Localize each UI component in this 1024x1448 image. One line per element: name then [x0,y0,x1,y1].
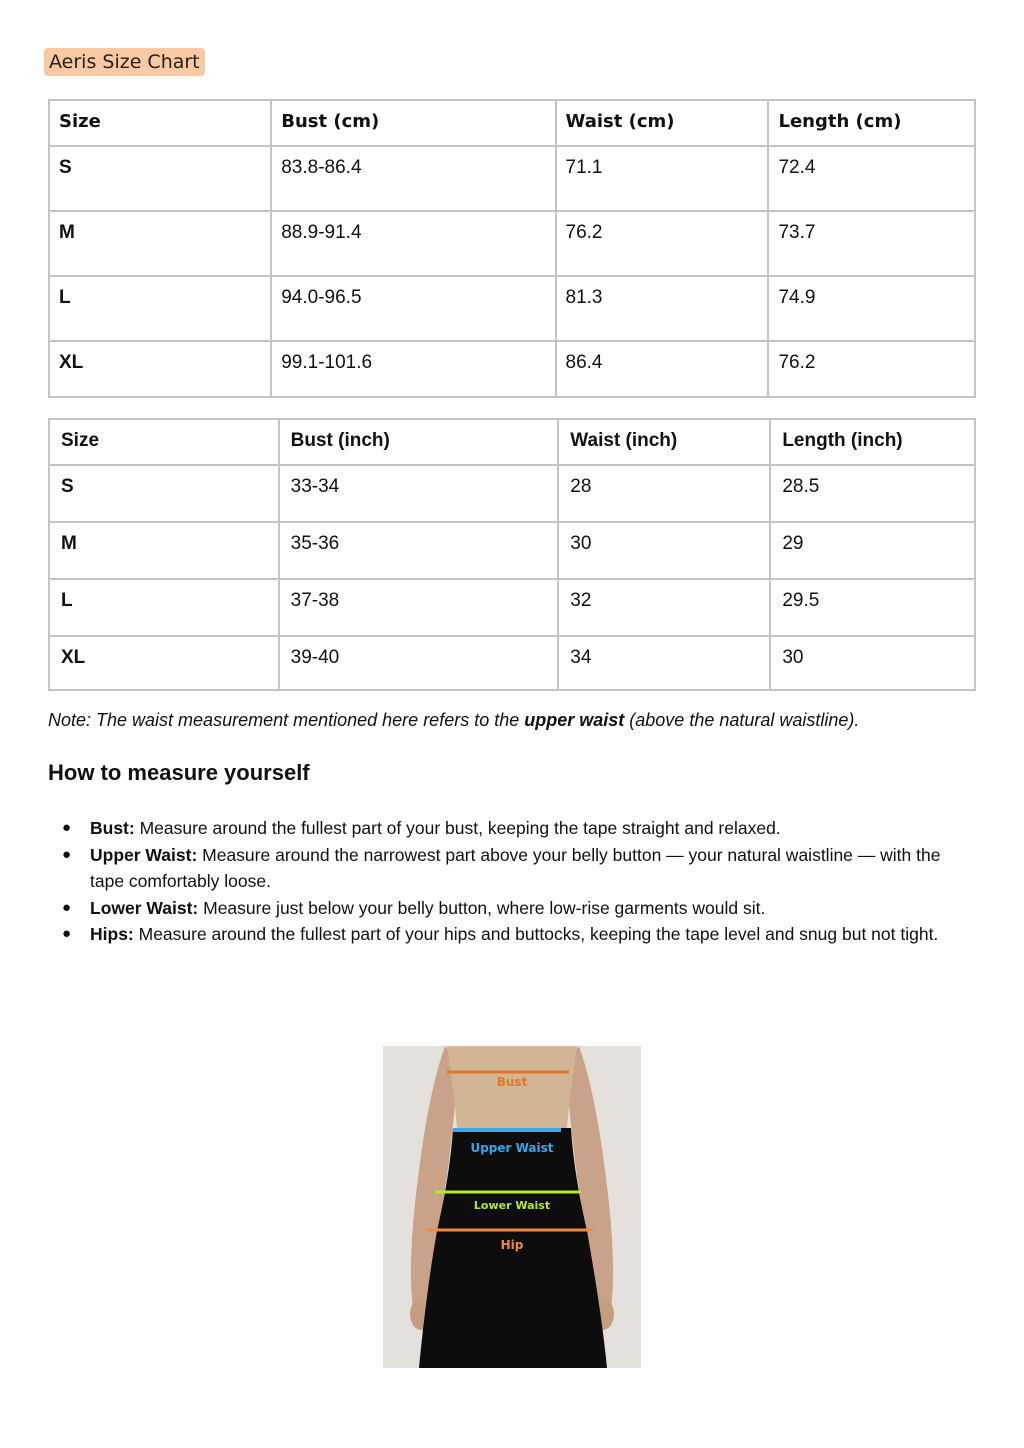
table-cell: 28.5 [770,465,975,522]
measure-term: Hips: [90,924,134,944]
lower-waist-label: Lower Waist [473,1199,551,1212]
table-cell: 35-36 [279,522,559,579]
table-row [49,276,975,341]
column-header: Length (cm) [768,100,975,146]
note-prefix: Note: The waist measurement mentioned here refers to the [48,710,525,730]
table-cell: 72.4 [768,146,975,211]
table-cell: 71.1 [556,146,769,211]
table-cell: 39-40 [279,636,559,690]
table-cell: 37-38 [279,579,559,636]
size-cell: XL [49,341,271,397]
table-row [49,579,975,636]
size-cell: L [49,276,271,341]
measure-term: Bust: [90,818,135,838]
size-chart-title: Aeris Size Chart [44,48,205,76]
size-table-inch [48,418,976,691]
table-cell: 29.5 [770,579,975,636]
table-cell: 76.2 [556,211,769,276]
table-row [49,211,975,276]
size-cell: L [49,579,279,636]
column-header: Size [49,100,271,146]
column-header: Bust (cm) [271,100,555,146]
table-cell: 33-34 [279,465,559,522]
table-cell: 94.0-96.5 [271,276,555,341]
size-table-cm [48,99,976,398]
table-cell: 30 [558,522,770,579]
table-cell: 76.2 [768,341,975,397]
table-cell: 73.7 [768,211,975,276]
table-row [49,341,975,397]
table-cell: 83.8-86.4 [271,146,555,211]
measure-text: Measure around the fullest part of your bust, keeping the tape straight and relaxed. [134,818,781,838]
upper-waist-label: Upper Waist [470,1141,554,1155]
table-header-row [49,100,975,146]
measure-text: Measure around the narrowest part above your belly button — your natural waistline — with the tape comfortably loose. [90,844,941,891]
column-header: Size [49,419,279,465]
table-row [49,146,975,211]
table-row [49,636,975,690]
size-cell: M [49,522,279,579]
table-cell: 86.4 [556,341,769,397]
table-cell: 81.3 [556,276,769,341]
column-header: Waist (inch) [558,419,770,465]
table-cell: 30 [770,636,975,690]
column-header: Waist (cm) [556,100,769,146]
hip-label: Hip [500,1238,524,1252]
measurement-figure [383,1046,641,1368]
note-suffix: (above the natural waistline). [624,710,860,730]
list-item [48,815,968,842]
size-cell: M [49,211,271,276]
measure-text: Measure around the fullest part of your hips and buttocks, keeping the tape level and snug but not tight. [133,924,939,944]
list-item [48,842,968,895]
size-cell: S [49,146,271,211]
size-cell: XL [49,636,279,690]
table-cell: 34 [558,636,770,690]
waist-note [48,710,859,731]
table-row [49,465,975,522]
measure-term: Lower Waist: [90,897,199,918]
measure-heading: How to measure yourself [48,760,310,785]
measure-list [48,815,968,948]
table-cell: 99.1-101.6 [271,341,555,397]
measure-text: Measure just below your belly button, where low-rise garments would sit. [198,897,766,918]
measure-term: Upper Waist: [90,844,198,865]
column-header: Length (inch) [770,419,975,465]
list-item [48,895,968,922]
bust-label: Bust [496,1075,528,1089]
list-item [48,921,968,948]
size-cell: S [49,465,279,522]
table-cell: 74.9 [768,276,975,341]
table-cell: 88.9-91.4 [271,211,555,276]
table-header-row [49,419,975,465]
table-cell: 29 [770,522,975,579]
table-cell: 28 [558,465,770,522]
note-emphasis: upper waist [524,710,625,730]
table-row [49,522,975,579]
table-cell: 32 [558,579,770,636]
column-header: Bust (inch) [279,419,559,465]
